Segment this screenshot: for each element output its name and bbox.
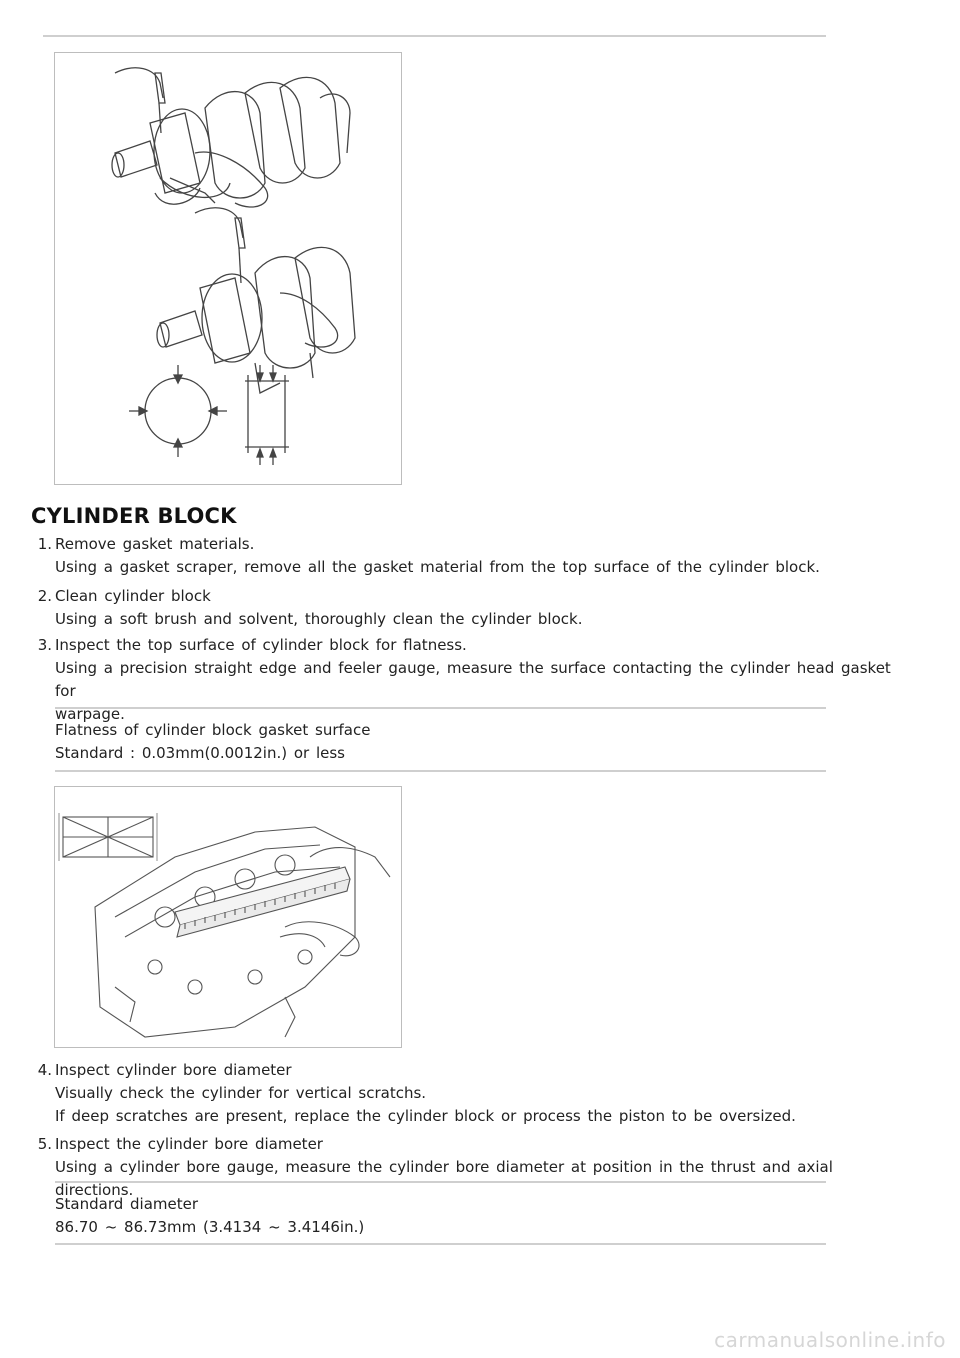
spec-value: 86.70 ~ 86.73mm (3.4134 ~ 3.4146in.) xyxy=(55,1218,365,1236)
step-body xyxy=(55,657,891,726)
lower-crankshaft-drawing xyxy=(157,208,355,393)
step-title: Clean cylinder block xyxy=(55,587,211,605)
engine-block-drawing xyxy=(95,827,355,1037)
straight-edge-drawing xyxy=(175,867,350,937)
watermark-text: carmanualsonline.info xyxy=(714,1328,946,1352)
step-number: 2. xyxy=(37,587,52,605)
upper-crankshaft-drawing xyxy=(112,68,350,207)
top-divider xyxy=(43,35,826,37)
step-line: Using a soft brush and solvent, thoroughly clean the cylinder block. xyxy=(55,610,583,628)
step-line: warpage. xyxy=(55,705,125,723)
step-title: Remove gasket materials. xyxy=(55,535,255,553)
measurement-pattern xyxy=(59,813,157,861)
bore-measurement-diagram xyxy=(129,365,289,465)
step-line: Using a precision straight edge and feeler gauge, measure the surface contacting the cylinder head gasket for xyxy=(55,659,891,700)
section-title: CYLINDER BLOCK xyxy=(31,504,237,528)
step-title: Inspect the top surface of cylinder block for flatness. xyxy=(55,636,467,654)
step-line: Using a cylinder bore gauge, measure the cylinder bore diameter at position in the thrust and axial directions. xyxy=(55,1158,833,1199)
cylinder-block-illustration-icon xyxy=(55,787,401,1047)
crankshaft-figure xyxy=(54,52,402,485)
flatness-spec xyxy=(55,719,370,765)
bore-spec xyxy=(55,1193,364,1239)
crankshaft-illustration-icon xyxy=(55,53,401,484)
step-body xyxy=(55,608,891,631)
step-title: Inspect the cylinder bore diameter xyxy=(55,1135,323,1153)
step-number: 1. xyxy=(37,535,52,553)
spec-label: Flatness of cylinder block gasket surface xyxy=(55,721,371,739)
cylinder-block-figure xyxy=(54,786,402,1048)
spec-divider-bottom xyxy=(55,1243,826,1245)
step-number: 5. xyxy=(37,1135,52,1153)
step-body xyxy=(55,556,891,579)
step-line: Using a gasket scraper, remove all the gasket material from the top surface of the cylinder block. xyxy=(55,558,820,576)
step-number: 3. xyxy=(37,636,52,654)
spec-divider-bottom xyxy=(55,770,826,772)
step-line: Visually check the cylinder for vertical scratchs. xyxy=(55,1084,427,1102)
spec-divider-top xyxy=(55,707,826,709)
step-title: Inspect cylinder bore diameter xyxy=(55,1061,292,1079)
step-number: 4. xyxy=(37,1061,52,1079)
spec-value: Standard : 0.03mm(0.0012in.) or less xyxy=(55,744,345,762)
spec-label: Standard diameter xyxy=(55,1195,199,1213)
step-line: If deep scratches are present, replace the cylinder block or process the piston to be oversized. xyxy=(55,1107,796,1125)
spec-divider-top xyxy=(55,1181,826,1183)
step-body xyxy=(55,1082,891,1128)
